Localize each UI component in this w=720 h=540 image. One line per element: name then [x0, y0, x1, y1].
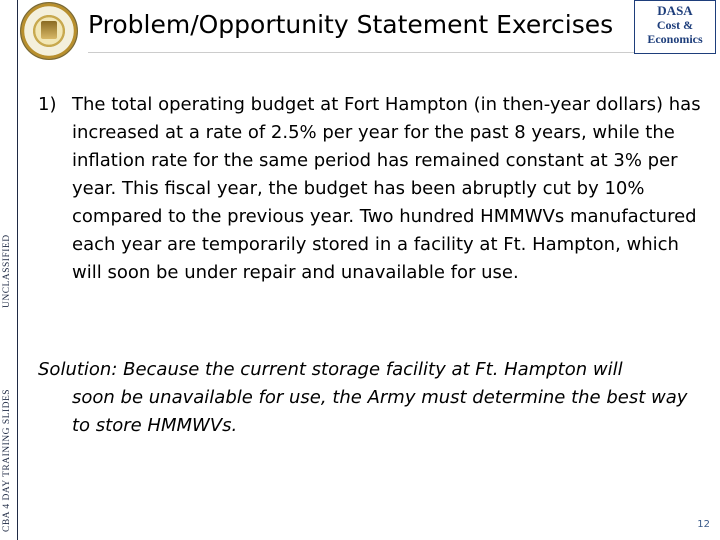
exercise-text: The total operating budget at Fort Hampton (in then-year dollars) has increased at a rate of 2.5% per year for the past 8 years, while the inflation rate for the same period has remained constant at 3% per year. This fiscal year, the budget has been abruptly cut by 10% compared to the previous year. Two hundred HMMWVs manufactured each year are temporarily stored in a facility at Ft. Hampton, which will soon be under repair and unavailable for use. [72, 94, 701, 283]
exercise-item [38, 91, 708, 287]
solution-block [38, 356, 688, 440]
classification-label: UNCLASSIFIED [2, 234, 12, 308]
army-seal-icon [20, 2, 78, 60]
exercise-number: 1) [38, 94, 57, 115]
solution-first-line: Solution: Because the current storage facility at Ft. Hampton will [38, 359, 623, 380]
header-divider [88, 52, 637, 53]
course-label: CBA 4 DAY TRAINING SLIDES [2, 388, 12, 532]
logo-line-1: DASA [657, 3, 693, 18]
page-number: 12 [697, 519, 710, 530]
logo-line-2: Cost & [656, 18, 694, 32]
sidebar-divider [17, 0, 18, 540]
logo-line-3: Economics [647, 32, 703, 46]
solution-continuation: soon be unavailable for use, the Army must determine the best way to store HMMWVs. [72, 387, 688, 436]
slide-title: Problem/Opportunity Statement Exercises [88, 10, 614, 39]
seal-emblem-icon [41, 21, 57, 39]
dasa-logo [634, 0, 716, 54]
